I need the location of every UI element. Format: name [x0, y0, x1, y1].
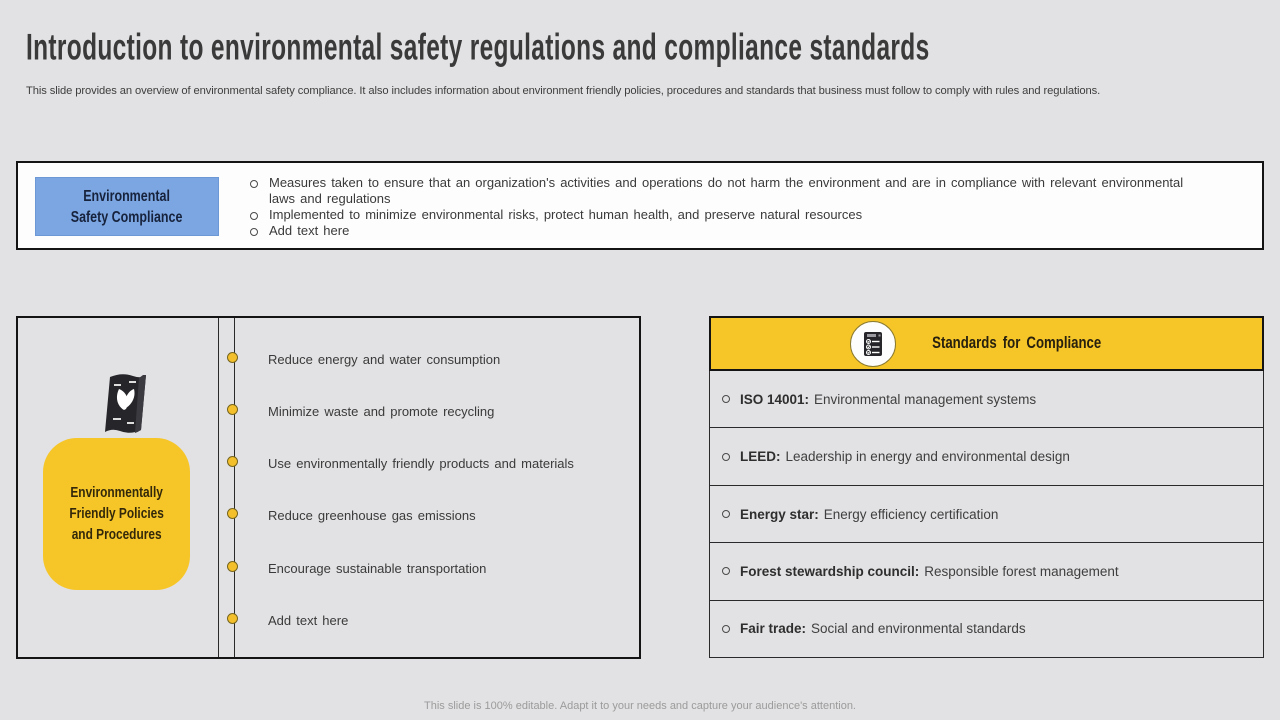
slide-subtitle: This slide provides an overview of environmental safety compliance. It also includes information about environment friendly policies, procedures and standards that business must follow to comply with rules and regulations. [26, 85, 1101, 97]
policies-label-line3: and Procedures [71, 526, 162, 543]
timeline-dot-icon [227, 561, 238, 572]
add-text-placeholder[interactable]: Add text here [269, 223, 350, 238]
table-row [710, 543, 1263, 600]
checklist-clipboard-icon [859, 330, 887, 358]
bullet-circle-icon [722, 510, 730, 518]
bullet-text: Implemented to minimize environmental risks, protect human health, and preserve natural resources [269, 207, 863, 222]
compliance-bullet-list [250, 175, 1225, 239]
environmental-safety-compliance-box [16, 161, 1264, 250]
bullet-circle-icon [722, 567, 730, 575]
list-item [250, 207, 1225, 223]
table-row [710, 428, 1263, 485]
timeline-label: Reduce greenhouse gas emissions [268, 508, 476, 523]
standard-desc: Social and environmental standards [811, 621, 1026, 637]
page-title: Introduction to environmental safety regulations and compliance standards [26, 26, 930, 68]
compliance-label-line1: Environmental [83, 187, 171, 205]
timeline-label: Encourage sustainable transportation [268, 561, 487, 576]
timeline-dot-icon [227, 456, 238, 467]
policies-label-card [43, 438, 190, 590]
standard-desc: Energy efficiency certification [823, 506, 999, 522]
eco-policy-document-icon [98, 372, 150, 438]
standard-term: LEED: [740, 449, 781, 465]
timeline-label: Minimize waste and promote recycling [268, 404, 495, 419]
standards-list [709, 371, 1264, 658]
policies-panel [16, 316, 641, 659]
list-item [250, 175, 1225, 207]
timeline-line [234, 318, 235, 657]
bullet-circle-icon [722, 453, 730, 461]
standards-header [709, 316, 1264, 371]
standard-desc: Leadership in energy and environmental design [785, 449, 1070, 465]
timeline-label: Use environmentally friendly products and materials [268, 456, 574, 471]
bullet-circle-icon [250, 212, 258, 220]
bullet-circle-icon [722, 395, 730, 403]
bullet-text: Measures taken to ensure that an organization's activities and operations do not harm the environment and are in compliance with relevant environmental laws and regulations [269, 175, 1184, 206]
timeline-label: Reduce energy and water consumption [268, 352, 501, 367]
standard-desc: Responsible forest management [924, 563, 1119, 579]
table-row [710, 486, 1263, 543]
timeline-dot-icon [227, 352, 238, 363]
policies-label-line1: Environmentally [70, 484, 163, 501]
standard-term: Energy star: [740, 506, 819, 522]
bullet-circle-icon [250, 228, 258, 236]
standards-title: Standards for Compliance [932, 334, 1102, 352]
standard-term: Forest stewardship council: [740, 563, 920, 579]
title-block [26, 26, 1266, 76]
compliance-label-card [35, 177, 219, 236]
standard-term: ISO 14001: [740, 391, 810, 407]
timeline-dot-icon [227, 508, 238, 519]
standard-term: Fair trade: [740, 621, 807, 637]
table-row [710, 371, 1263, 428]
footer-note: This slide is 100% editable. Adapt it to your needs and capture your audience's attention. [424, 700, 856, 712]
header-icon-badge [850, 321, 896, 367]
add-text-placeholder[interactable]: Add text here [268, 613, 349, 628]
list-item [250, 223, 1225, 239]
compliance-label [71, 186, 183, 228]
panel-divider-line [218, 318, 219, 657]
policies-label-line2: Friendly Policies [69, 505, 164, 522]
standard-desc: Environmental management systems [814, 391, 1037, 407]
standards-panel [709, 316, 1264, 658]
bullet-circle-icon [250, 180, 258, 188]
policies-label [69, 483, 164, 546]
timeline-dot-icon [227, 613, 238, 624]
table-row [710, 601, 1263, 657]
timeline-dot-icon [227, 404, 238, 415]
compliance-label-line2: Safety Compliance [71, 208, 183, 226]
bullet-circle-icon [722, 625, 730, 633]
